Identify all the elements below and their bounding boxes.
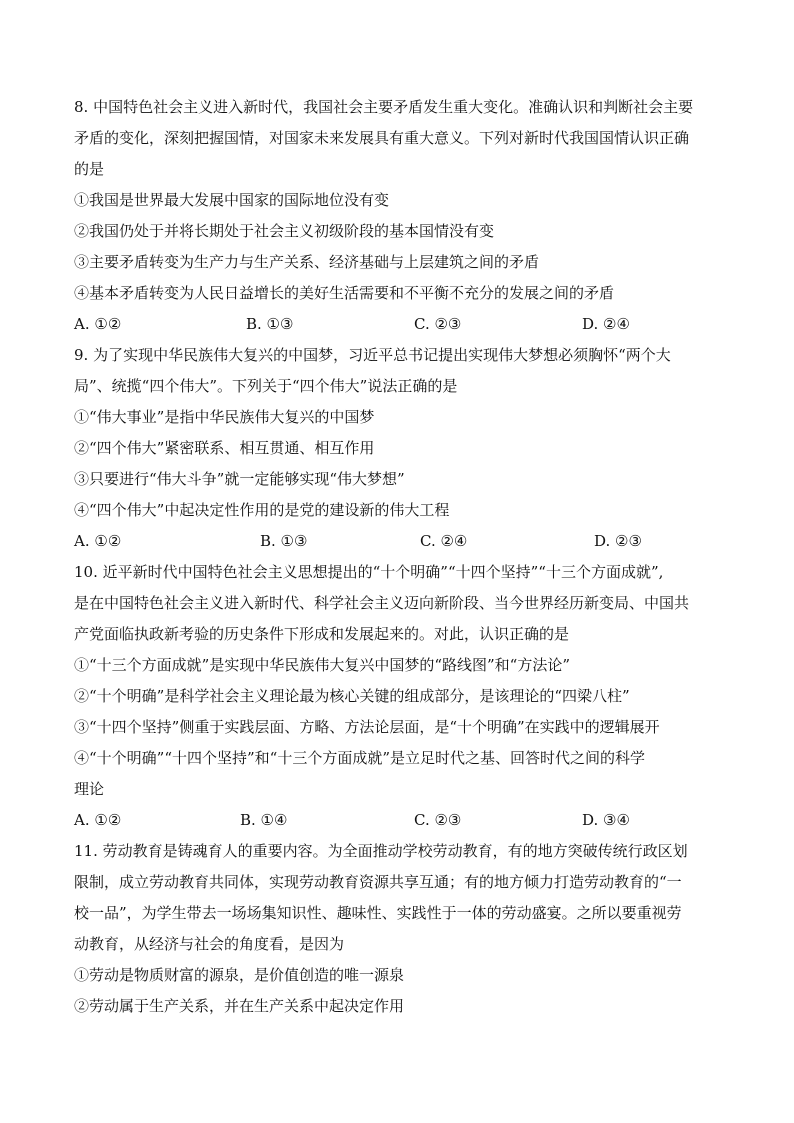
question-9 xyxy=(74,340,726,557)
question-11 xyxy=(74,836,726,1022)
choice-a: A. ①② xyxy=(74,811,122,829)
question-9-choices xyxy=(74,526,726,557)
question-11-statement: ②劳动属于生产关系，并在生产关系中起决定作用 xyxy=(74,997,405,1015)
question-9-stem-line: 9. 为了实现中华民族伟大复兴的中国梦，习近平总书记提出实现伟大梦想必须胸怀“两个大 xyxy=(74,346,671,364)
question-10 xyxy=(74,557,726,836)
question-8-stem-line: 的是 xyxy=(74,160,105,178)
question-10-statement: ③“十四个坚持”侧重于实践层面、方略、方法论层面，是“十个明确”在实践中的逻辑展开 xyxy=(74,718,660,736)
choice-c: C. ②④ xyxy=(420,532,468,550)
question-10-statement: ②“十个明确”是科学社会主义理论最为核心关键的组成部分，是该理论的“四梁八柱” xyxy=(74,687,630,705)
question-list xyxy=(74,92,726,1022)
question-10-statement: ①“十三个方面成就”是实现中华民族伟大复兴中国梦的“路线图”和“方法论” xyxy=(74,656,571,674)
question-9-stem-line: 局”、统揽“四个伟大”。下列关于“四个伟大”说法正确的是 xyxy=(74,377,458,395)
question-10-choices xyxy=(74,805,726,836)
question-8-stem-line: 矛盾的变化，深刻把握国情，对国家未来发展具有重大意义。下列对新时代我国国情认识正确 xyxy=(74,129,690,147)
choice-c: C. ②③ xyxy=(414,811,462,829)
question-8 xyxy=(74,92,726,340)
choice-b: B. ①③ xyxy=(246,315,294,333)
question-9-statement: ②“四个伟大”紧密联系、相互贯通、相互作用 xyxy=(74,439,375,457)
question-11-stem-line: 校一品”，为学生带去一场场集知识性、趣味性、实践性于一体的劳动盛宴。之所以要重视劳 xyxy=(74,904,682,922)
choice-a: A. ①② xyxy=(74,532,122,550)
choice-d: D. ③④ xyxy=(582,811,630,829)
choice-d: D. ②③ xyxy=(594,532,642,550)
choice-c: C. ②③ xyxy=(414,315,462,333)
question-8-statement: ③主要矛盾转变为生产力与生产关系、经济基础与上层建筑之间的矛盾 xyxy=(74,253,540,271)
choice-b: B. ①④ xyxy=(240,811,288,829)
question-11-stem-line: 限制，成立劳动教育共同体，实现劳动教育资源共享互通；有的地方倾力打造劳动教育的“一 xyxy=(74,873,682,891)
question-9-statement: ④“四个伟大”中起决定性作用的是党的建设新的伟大工程 xyxy=(74,501,450,519)
question-11-statement: ①劳动是物质财富的源泉，是价值创造的唯一源泉 xyxy=(74,966,405,984)
question-10-stem-line: 10. 近平新时代中国特色社会主义思想提出的“十个明确”“十四个坚持”“十三个方面成就”, xyxy=(74,563,664,581)
question-10-stem-line: 是在中国特色社会主义进入新时代、科学社会主义迈向新阶段、当今世界经历新变局、中国共 xyxy=(74,594,690,612)
choice-b: B. ①③ xyxy=(260,532,308,550)
question-9-statement: ③只要进行“伟大斗争”就一定能够实现“伟大梦想” xyxy=(74,470,405,488)
question-10-stem-line: 产党面临执政新考验的历史条件下形成和发展起来的。对此，认识正确的是 xyxy=(74,625,570,643)
question-8-stem-line: 8. 中国特色社会主义进入新时代，我国社会主要矛盾发生重大变化。准确认识和判断社会主要 xyxy=(74,98,694,116)
question-8-statement: ①我国是世界最大发展中国家的国际地位没有变 xyxy=(74,191,390,209)
question-11-stem-line: 动教育，从经济与社会的角度看，是因为 xyxy=(74,935,345,953)
question-8-statement: ④基本矛盾转变为人民日益增长的美好生活需要和不平衡不充分的发展之间的矛盾 xyxy=(74,284,615,302)
choice-d: D. ②④ xyxy=(582,315,630,333)
question-8-statement: ②我国仍处于并将长期处于社会主义初级阶段的基本国情没有变 xyxy=(74,222,495,240)
question-11-stem-line: 11. 劳动教育是铸魂育人的重要内容。为全面推动学校劳动教育，有的地方突破传统行政区划 xyxy=(74,842,688,860)
question-10-statement: ④“十个明确”“十四个坚持”和“十三个方面成就”是立足时代之基、回答时代之间的科学 xyxy=(74,749,646,767)
question-9-statement: ①“伟大事业”是指中华民族伟大复兴的中国梦 xyxy=(74,408,375,426)
choice-a: A. ①② xyxy=(74,315,122,333)
question-8-choices xyxy=(74,309,726,340)
question-10-statement: 理论 xyxy=(74,780,105,798)
